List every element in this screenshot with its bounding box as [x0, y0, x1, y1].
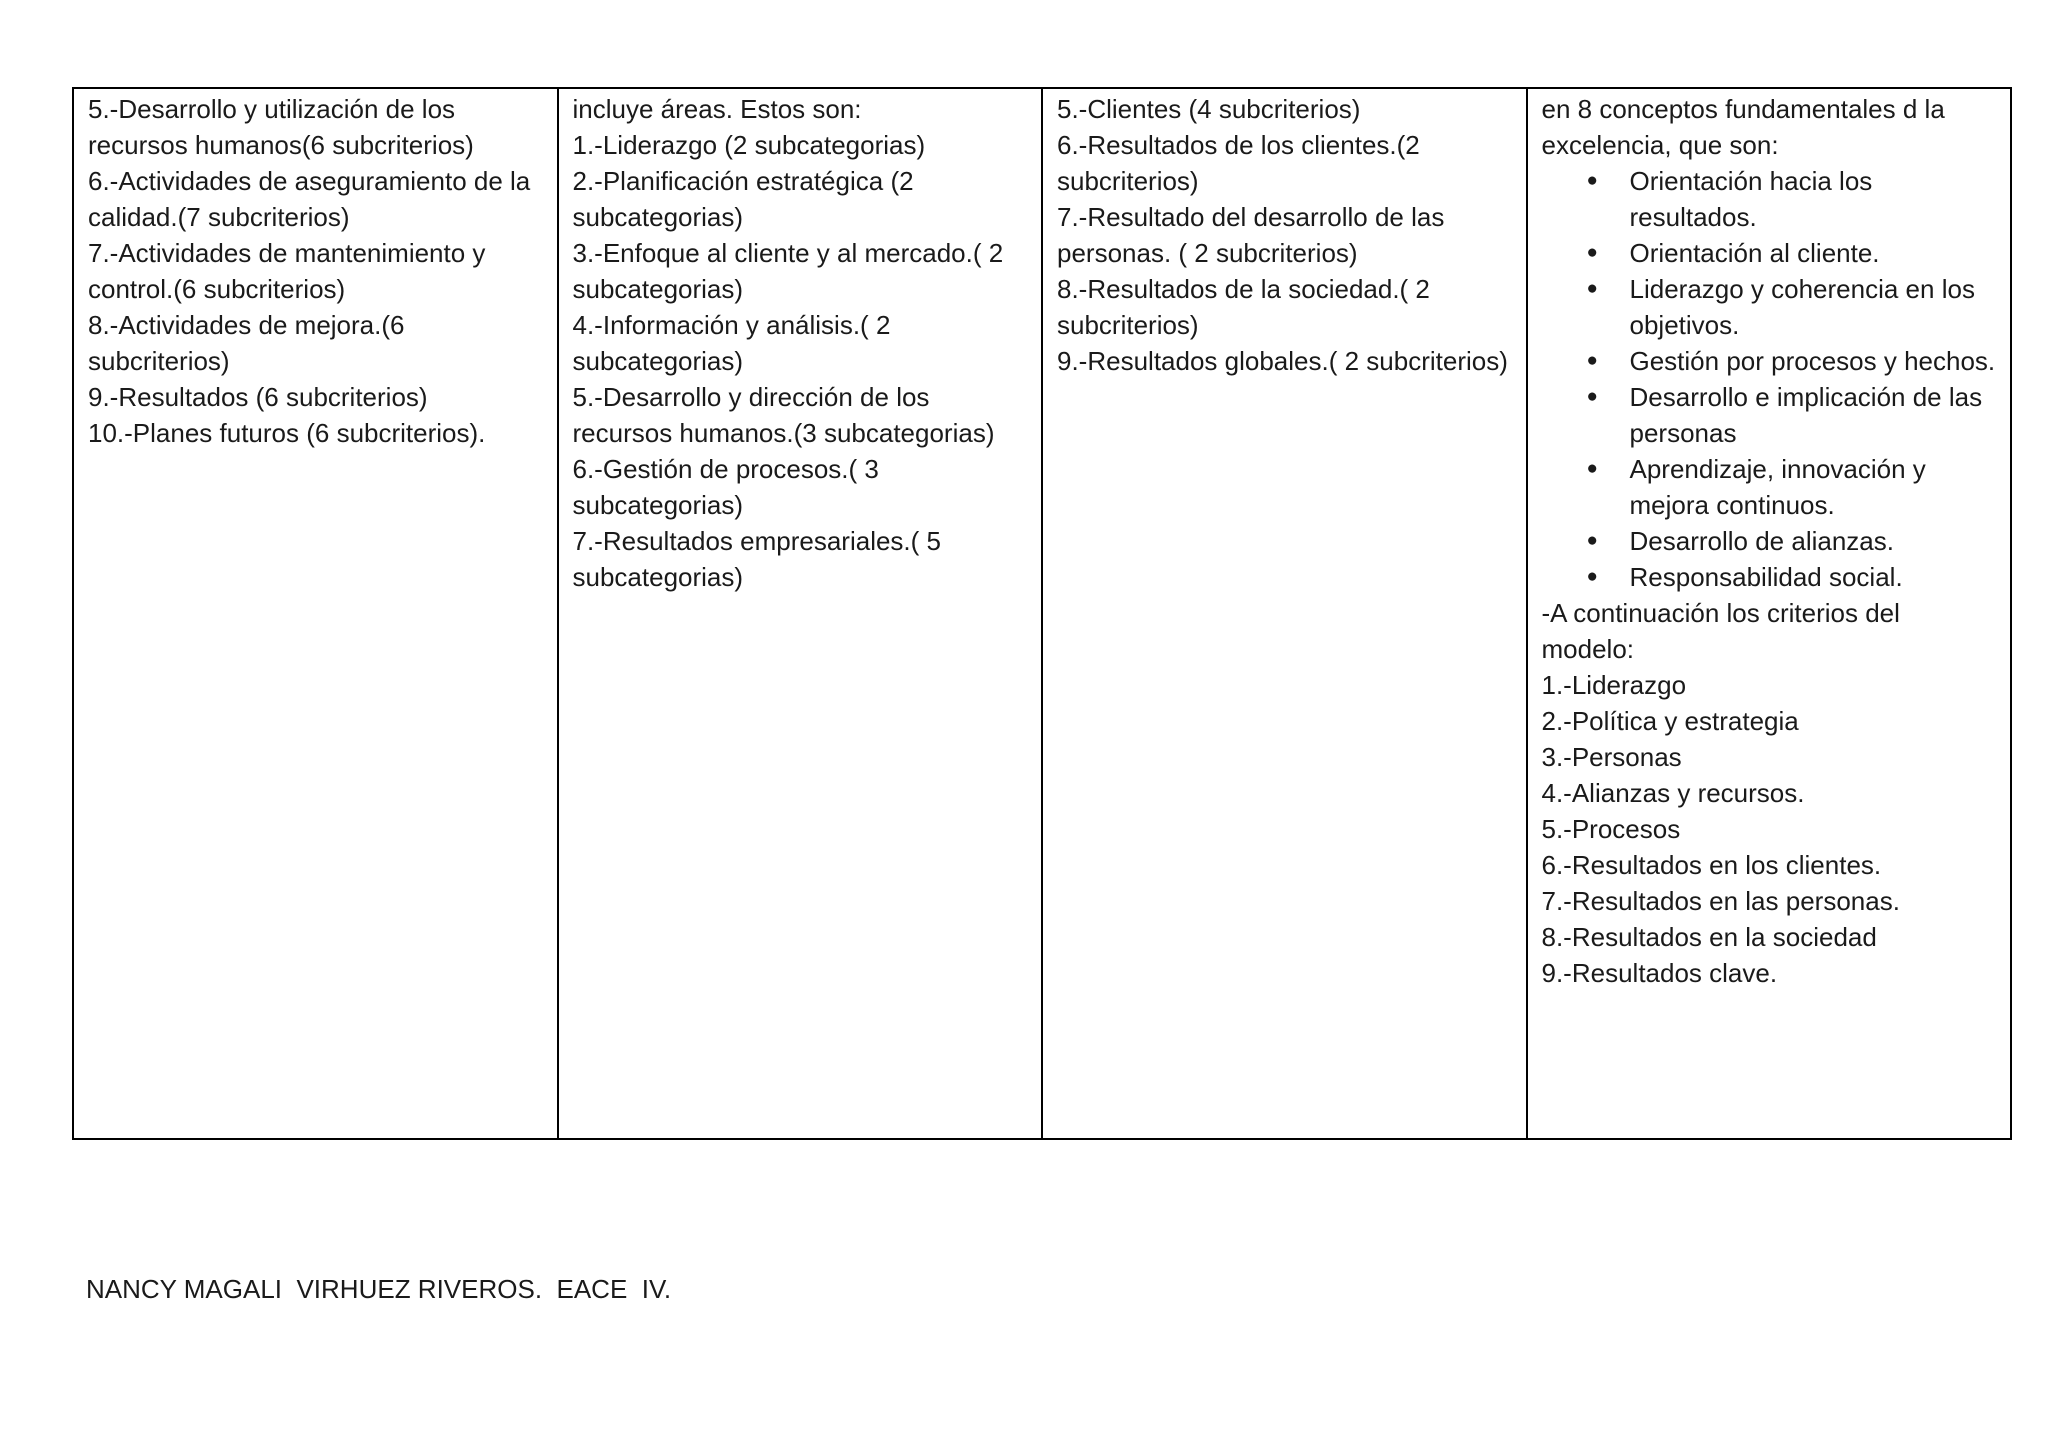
- cell-line: 8.-Resultados de la sociedad.( 2 subcriterios): [1057, 274, 1430, 340]
- criteria-item: 4.-Alianzas y recursos.: [1541, 778, 1805, 808]
- cell-line: incluye áreas. Estos son:: [572, 94, 862, 124]
- concepts-list: [1542, 163, 1999, 595]
- cell-line: 9.-Resultados (6 subcriterios): [88, 382, 428, 412]
- cell-line: 5.-Desarrollo y utilización de los recursos humanos(6 subcriterios): [88, 94, 474, 160]
- cell-line: 5.-Clientes (4 subcriterios): [1057, 94, 1361, 124]
- table-cell-col1: [73, 88, 558, 1139]
- cell-line: 9.-Resultados globales.( 2 subcriterios): [1057, 346, 1508, 376]
- criteria-item: 1.-Liderazgo: [1541, 670, 1687, 700]
- list-item: ● Orientación al cliente.: [1542, 235, 1999, 271]
- table-cell-col3: [1042, 88, 1527, 1139]
- list-item: ● Responsabilidad social.: [1542, 559, 1999, 595]
- cell-line: 2.-Planificación estratégica (2 subcategorias): [572, 166, 914, 232]
- criteria-item: 8.-Resultados en la sociedad: [1541, 922, 1877, 952]
- list-item: ● Desarrollo de alianzas.: [1542, 523, 1999, 559]
- cell-line: 10.-Planes futuros (6 subcriterios).: [88, 418, 486, 448]
- cell-line: 6.-Resultados de los clientes.(2 subcriterios): [1057, 130, 1420, 196]
- concepts-intro: en 8 conceptos fundamentales d la excelencia, que son:: [1541, 94, 1945, 160]
- list-item: ● Aprendizaje, innovación y mejora continuos.: [1542, 451, 1999, 523]
- criteria-item: 7.-Resultados en las personas.: [1541, 886, 1900, 916]
- criteria-item: 9.-Resultados clave.: [1541, 958, 1778, 988]
- table-cell-col2: [558, 88, 1043, 1139]
- table-row: [73, 88, 2011, 1139]
- cell-line: 4.-Información y análisis.( 2 subcategorias): [572, 310, 891, 376]
- criteria-item: 3.-Personas: [1541, 742, 1682, 772]
- criteria-item: 6.-Resultados en los clientes.: [1541, 850, 1882, 880]
- criteria-intro: -A continuación los criterios del modelo:: [1541, 598, 1900, 664]
- list-item: ● Desarrollo e implicación de las personas: [1542, 379, 1999, 451]
- cell-line: 3.-Enfoque al cliente y al mercado.( 2 subcategorias): [572, 238, 1004, 304]
- criteria-item: 2.-Política y estrategia: [1541, 706, 1799, 736]
- author-footer: NANCY MAGALI VIRHUEZ RIVEROS. EACE IV.: [86, 1274, 672, 1304]
- cell-line: 5.-Desarrollo y dirección de los recursos humanos.(3 subcategorias): [572, 382, 995, 448]
- cell-line: 7.-Actividades de mantenimiento y control.(6 subcriterios): [88, 238, 486, 304]
- cell-line: 6.-Gestión de procesos.( 3 subcategorias): [572, 454, 879, 520]
- cell-line: 7.-Resultados empresariales.( 5 subcategorias): [572, 526, 941, 592]
- cell-line: 6.-Actividades de aseguramiento de la calidad.(7 subcriterios): [88, 166, 531, 232]
- cell-line: 7.-Resultado del desarrollo de las personas. ( 2 subcriterios): [1057, 202, 1445, 268]
- cell-line: 1.-Liderazgo (2 subcategorias): [572, 130, 926, 160]
- cell-line: 8.-Actividades de mejora.(6 subcriterios): [88, 310, 405, 376]
- list-item: ● Orientación hacia los resultados.: [1542, 163, 1999, 235]
- table-cell-col4: [1527, 88, 2012, 1139]
- list-item: ● Liderazgo y coherencia en los objetivos.: [1542, 271, 1999, 343]
- content-table: [72, 87, 2012, 1140]
- criteria-item: 5.-Procesos: [1541, 814, 1681, 844]
- list-item: ● Gestión por procesos y hechos.: [1542, 343, 1999, 379]
